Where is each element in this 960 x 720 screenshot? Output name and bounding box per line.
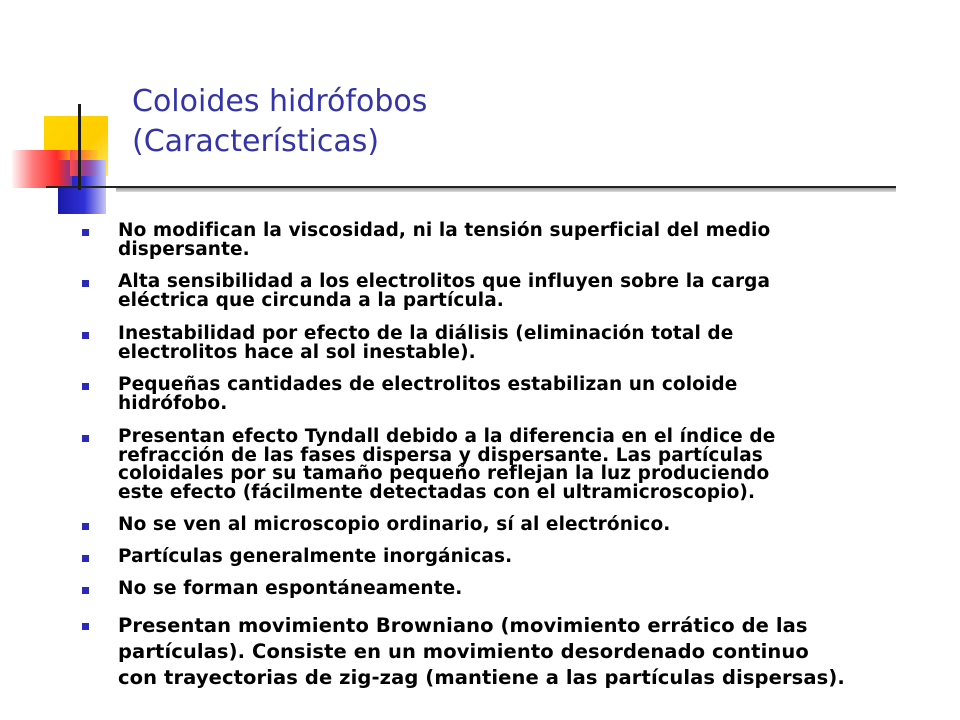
list-item-text: Presentan efecto Tyndall debido a la diferencia en el índice de refracción de las fases dispersa y dispersante. Las partículas coloidales por su tamaño pequeño reflejan la luz produciendo este efecto (fácilmente detectadas con el ultramicroscopio). <box>118 426 776 503</box>
square-bullet-icon <box>82 555 89 562</box>
square-bullet-icon <box>82 383 89 390</box>
logo-red-fade <box>70 150 100 176</box>
square-bullet-icon <box>82 623 89 630</box>
list-item <box>80 428 920 502</box>
square-bullet-icon <box>82 280 89 287</box>
list-item <box>80 273 920 310</box>
list-item-text: No modifican la viscosidad, ni la tensión superficial del medio dispersante. <box>118 220 771 260</box>
list-item <box>80 516 920 535</box>
square-bullet-icon <box>82 332 89 339</box>
slide-title-line2: (Características) <box>132 124 380 159</box>
slide-title <box>132 82 832 162</box>
logo-red-bar <box>12 150 72 188</box>
list-item <box>80 325 920 362</box>
logo-vertical-line <box>78 104 81 190</box>
list-item-text: No se ven al microscopio ordinario, sí al electrónico. <box>118 514 671 535</box>
slide-title-line1: Coloides hidrófobos <box>132 84 428 119</box>
list-item-text: Pequeñas cantidades de electrolitos estabilizan un coloide hidrófobo. <box>118 374 738 414</box>
list-item <box>80 545 920 567</box>
square-bullet-icon <box>82 587 89 594</box>
list-item-text: Inestabilidad por efecto de la diálisis (eliminación total de electrolitos hace al sol inestable). <box>118 323 734 363</box>
square-bullet-icon <box>82 435 89 442</box>
list-item-text: Presentan movimiento Browniano (movimiento errático de las partículas). Consiste en un movimiento desordenado continuo con trayectorias de zig-zag (mantiene a las partículas dispersas). <box>118 613 845 689</box>
square-bullet-icon <box>82 229 89 236</box>
list-item <box>80 222 920 259</box>
list-item-text: Partículas generalmente inorgánicas. <box>118 545 513 567</box>
list-item <box>80 613 920 691</box>
list-item-text: No se forman espontáneamente. <box>118 578 463 599</box>
list-item <box>80 376 920 413</box>
bullet-list <box>80 222 920 691</box>
square-bullet-icon <box>82 523 89 530</box>
title-underline <box>46 186 896 188</box>
list-item-text: Alta sensibilidad a los electrolitos que influyen sobre la carga eléctrica que circunda a la partícula. <box>118 271 771 311</box>
list-item <box>80 580 920 599</box>
